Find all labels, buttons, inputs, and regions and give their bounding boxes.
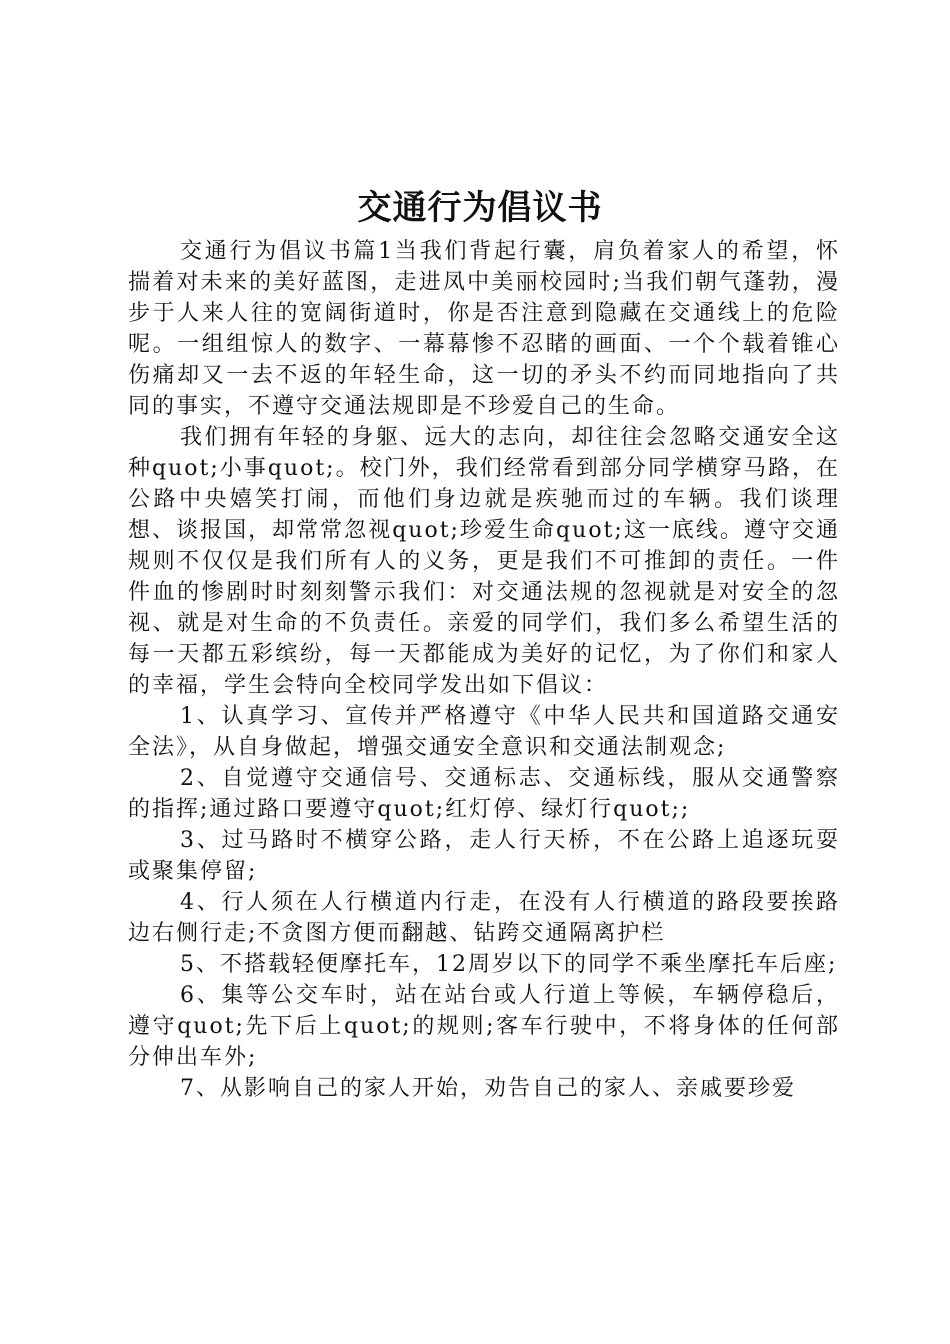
proposal-item-6: 6、集等公交车时，站在站台或人行道上等候，车辆停稳后，遵守quot;先下后上quot;的规则;客车行驶中，不将身体的任何部分伸出车外; (128, 983, 840, 1070)
proposal-item-4: 4、行人须在人行横道内行走，在没有人行横道的路段要挨路边右侧行走;不贪图方便而翻越、钻跨交通隔离护栏 (128, 890, 840, 946)
proposal-item-7: 7、从影响自己的家人开始，劝告自己的家人、亲戚要珍爱 (180, 1076, 796, 1101)
proposal-item-2: 2、自觉遵守交通信号、交通标志、交通标线，服从交通警察的指挥;通过路口要遵守quot;红灯停、绿灯行quot;; (128, 766, 840, 822)
document-title: 交通行为倡议书 (357, 188, 603, 228)
paragraph-appeal: 我们拥有年轻的身躯、远大的志向，却往往会忽略交通安全这种quot;小事quot;。校门外，我们经常看到部分同学横穿马路，在公路中央嬉笑打闹，而他们身边就是疾驰而过的车辆。我们谈理想、谈报国，却常常忽视quot;珍爱生命quot;这一底线。遵守交通规则不仅仅是我们所有人的义务，更是我们不可推卸的责任。一件件血的惨剧时时刻刻警示我们：对交通法规的忽视就是对安全的忽视、就是对生命的不负责任。亲爱的同学们，我们多么希望生活的每一天都五彩缤纷，每一天都能成为美好的记忆，为了你们和家人的幸福，学生会特向全校同学发出如下倡议： (128, 425, 840, 698)
proposal-item-3: 3、过马路时不横穿公路，走人行天桥，不在公路上追逐玩耍或聚集停留; (128, 828, 840, 884)
paragraph-intro: 交通行为倡议书篇1当我们背起行囊，肩负着家人的希望，怀揣着对未来的美好蓝图，走进凤中美丽校园时;当我们朝气蓬勃，漫步于人来人往的宽阔街道时，你是否注意到隐藏在交通线上的危险呢。一组组惊人的数字、一幕幕惨不忍睹的画面、一个个载着锥心伤痛却又一去不返的年轻生命，这一切的矛头不约而同地指向了共同的事实，不遵守交通法规即是不珍爱自己的生命。 (128, 239, 840, 419)
proposal-item-5: 5、不搭载轻便摩托车，12周岁以下的同学不乘坐摩托车后座; (180, 952, 838, 977)
document-body (128, 236, 840, 1104)
proposal-item-1: 1、认真学习、宣传并严格遵守《中华人民共和国道路交通安全法》，从自身做起，增强交通安全意识和交通法制观念; (128, 704, 840, 760)
